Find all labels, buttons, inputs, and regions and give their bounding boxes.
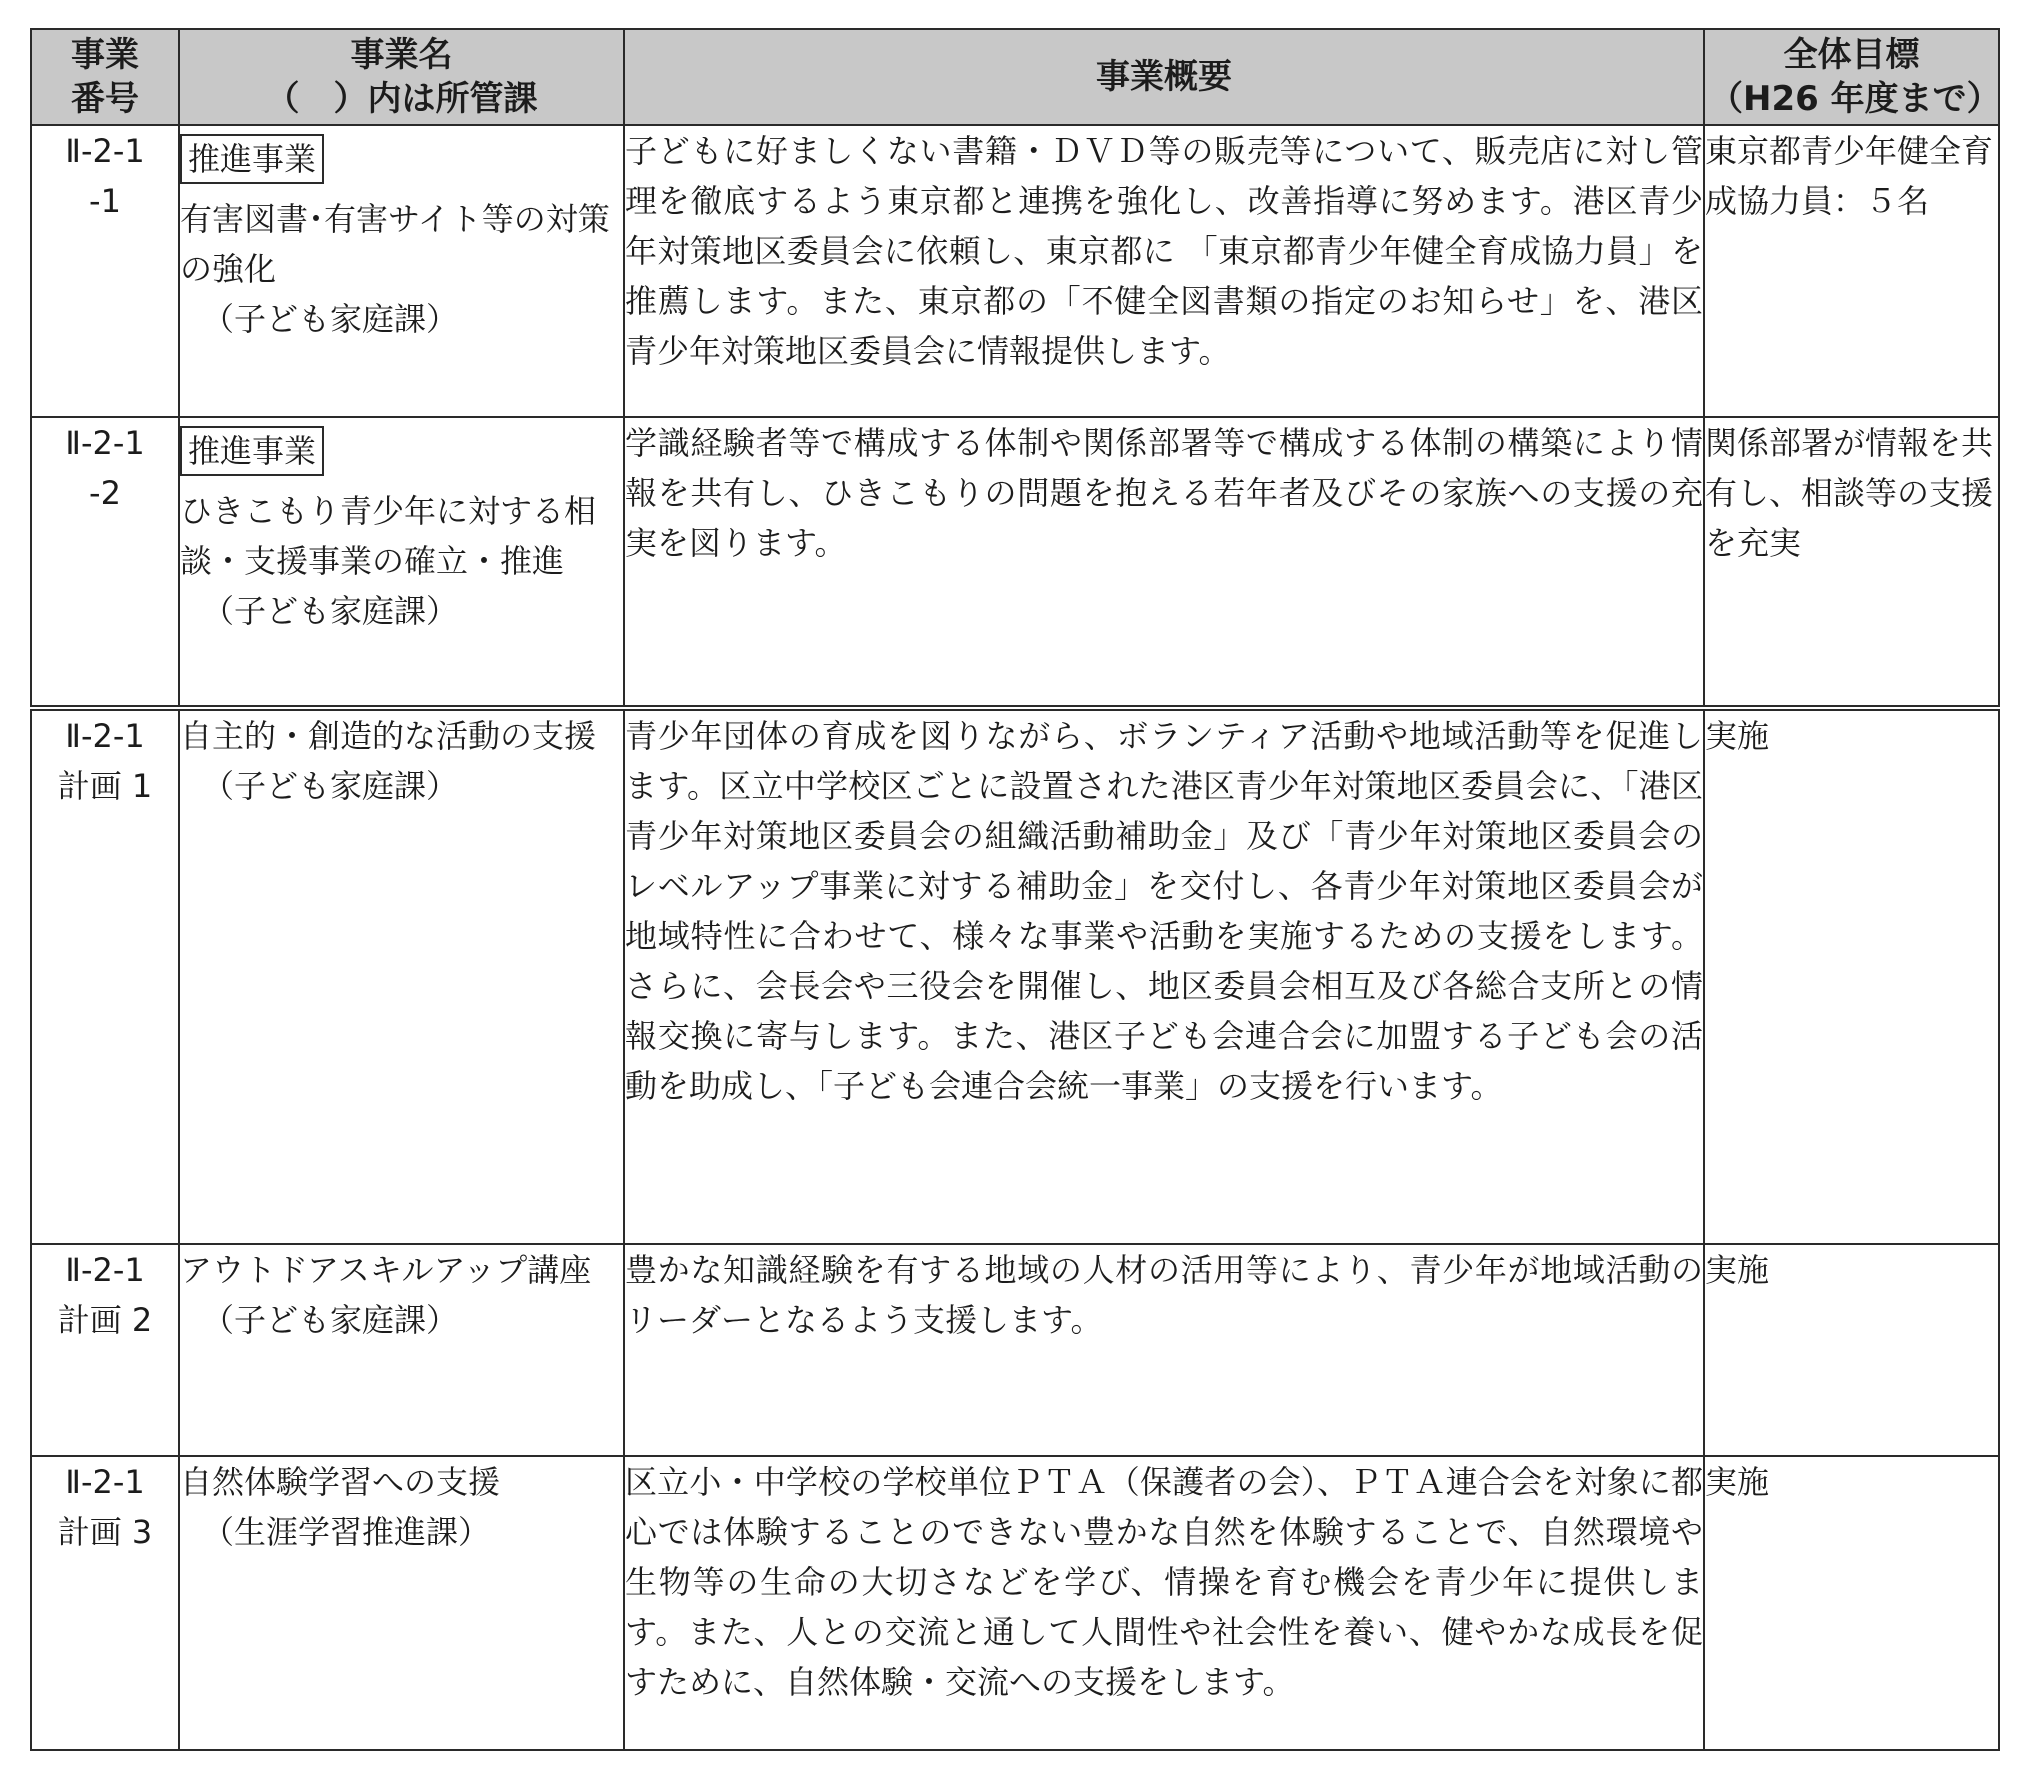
- project-name-cell: [179, 708, 624, 1244]
- header-row: [31, 29, 1999, 125]
- project-summary: 学識経験者等で構成する体制や関係部署等で構成する体制の構築により情報を共有し、ひきこもりの問題を抱える若年者及びその家族への支援の充実を図ります。: [624, 417, 1704, 708]
- table-row: [31, 1244, 1999, 1456]
- overall-goal: 東京都青少年健全育成協力員：５名: [1704, 125, 1999, 417]
- header-project-name: [179, 29, 624, 125]
- header-project-name-line1: 事業名: [350, 35, 453, 75]
- project-name-cell: [179, 1244, 624, 1456]
- project-name-cell: [179, 417, 624, 708]
- project-name: 有害図書･有害サイト等の対策の強化: [180, 200, 610, 288]
- project-name-cell: [179, 1456, 624, 1750]
- table-row: [31, 708, 1999, 1244]
- header-goal-line2: （H26 年度まで）: [1709, 79, 2001, 119]
- promotion-badge: 推進事業: [180, 134, 324, 184]
- department: （子ども家庭課）: [202, 300, 459, 338]
- table-row: [31, 1456, 1999, 1750]
- project-number: Ⅱ-2-1 計画 1: [31, 708, 179, 1244]
- overall-goal: 実施: [1704, 1456, 1999, 1750]
- department: （生涯学習推進課）: [202, 1513, 491, 1551]
- overall-goal: 実施: [1704, 708, 1999, 1244]
- header-project-summary: 事業概要: [624, 29, 1704, 125]
- project-name: 自然体験学習への支援: [180, 1463, 501, 1501]
- promotion-badge: 推進事業: [180, 426, 324, 476]
- department: （子ども家庭課）: [202, 767, 459, 805]
- project-number: Ⅱ-2-1 -1: [31, 125, 179, 417]
- overall-goal: 関係部署が情報を共有し、相談等の支援を充実: [1704, 417, 1999, 708]
- project-summary: 区立小・中学校の学校単位ＰＴＡ（保護者の会）、ＰＴＡ連合会を対象に都心では体験することのできない豊かな自然を体験することで、自然環境や生物等の生命の大切さなどを学び、情操を育む機会を青少年に提供します。また、人との交流と通して人間性や社会性を養い、健やかな成長を促すために、自然体験・交流への支援をします。: [624, 1456, 1704, 1750]
- project-summary: 子どもに好ましくない書籍・ＤＶＤ等の販売等について、販売店に対し管理を徹底するよう東京都と連携を強化し、改善指導に努めます。港区青少年対策地区委員会に依頼し、東京都に 「東京都青少年健全育成協力員」を推薦します。また、東京都の「不健全図書類の指定のお知らせ」を、港区青少年対策地区委員会に情報提供します。: [624, 125, 1704, 417]
- table-row: [31, 417, 1999, 708]
- project-number: Ⅱ-2-1 計画 3: [31, 1456, 179, 1750]
- project-summary: 青少年団体の育成を図りながら、ボランティア活動や地域活動等を促進します。区立中学校区ごとに設置された港区青少年対策地区委員会に、「港区青少年対策地区委員会の組織活動補助金」及び「青少年対策地区委員会のレベルアップ事業に対する補助金」を交付し、各青少年対策地区委員会が地域特性に合わせて、様々な事業や活動を実施するための支援をします。さらに、会長会や三役会を開催し、地区委員会相互及び各総合支所との情報交換に寄与します。また、港区子ども会連合会に加盟する子ども会の活動を助成し、「子ども会連合会統一事業」の支援を行います。: [624, 708, 1704, 1244]
- project-name: 自主的・創造的な活動の支援: [180, 717, 597, 755]
- header-project-number: 事業 番号: [31, 29, 179, 125]
- project-summary: 豊かな知識経験を有する地域の人材の活用等により、青少年が地域活動のリーダーとなるよう支援します。: [624, 1244, 1704, 1456]
- header-goal-line1: 全体目標: [1783, 35, 1920, 75]
- header-overall-goal: [1704, 29, 1999, 125]
- project-number: Ⅱ-2-1 -2: [31, 417, 179, 708]
- table-row: [31, 125, 1999, 417]
- project-number: Ⅱ-2-1 計画 2: [31, 1244, 179, 1456]
- overall-goal: 実施: [1704, 1244, 1999, 1456]
- project-table: [30, 28, 2000, 1751]
- header-project-name-line2: （ ）内は所管課: [265, 79, 538, 119]
- page: [30, 28, 2001, 1751]
- project-name-cell: [179, 125, 624, 417]
- department: （子ども家庭課）: [202, 592, 459, 630]
- department: （子ども家庭課）: [202, 1301, 459, 1339]
- project-name: ひきこもり青少年に対する相談・支援事業の確立・推進: [180, 492, 597, 580]
- project-name: アウトドアスキルアップ講座: [180, 1251, 592, 1289]
